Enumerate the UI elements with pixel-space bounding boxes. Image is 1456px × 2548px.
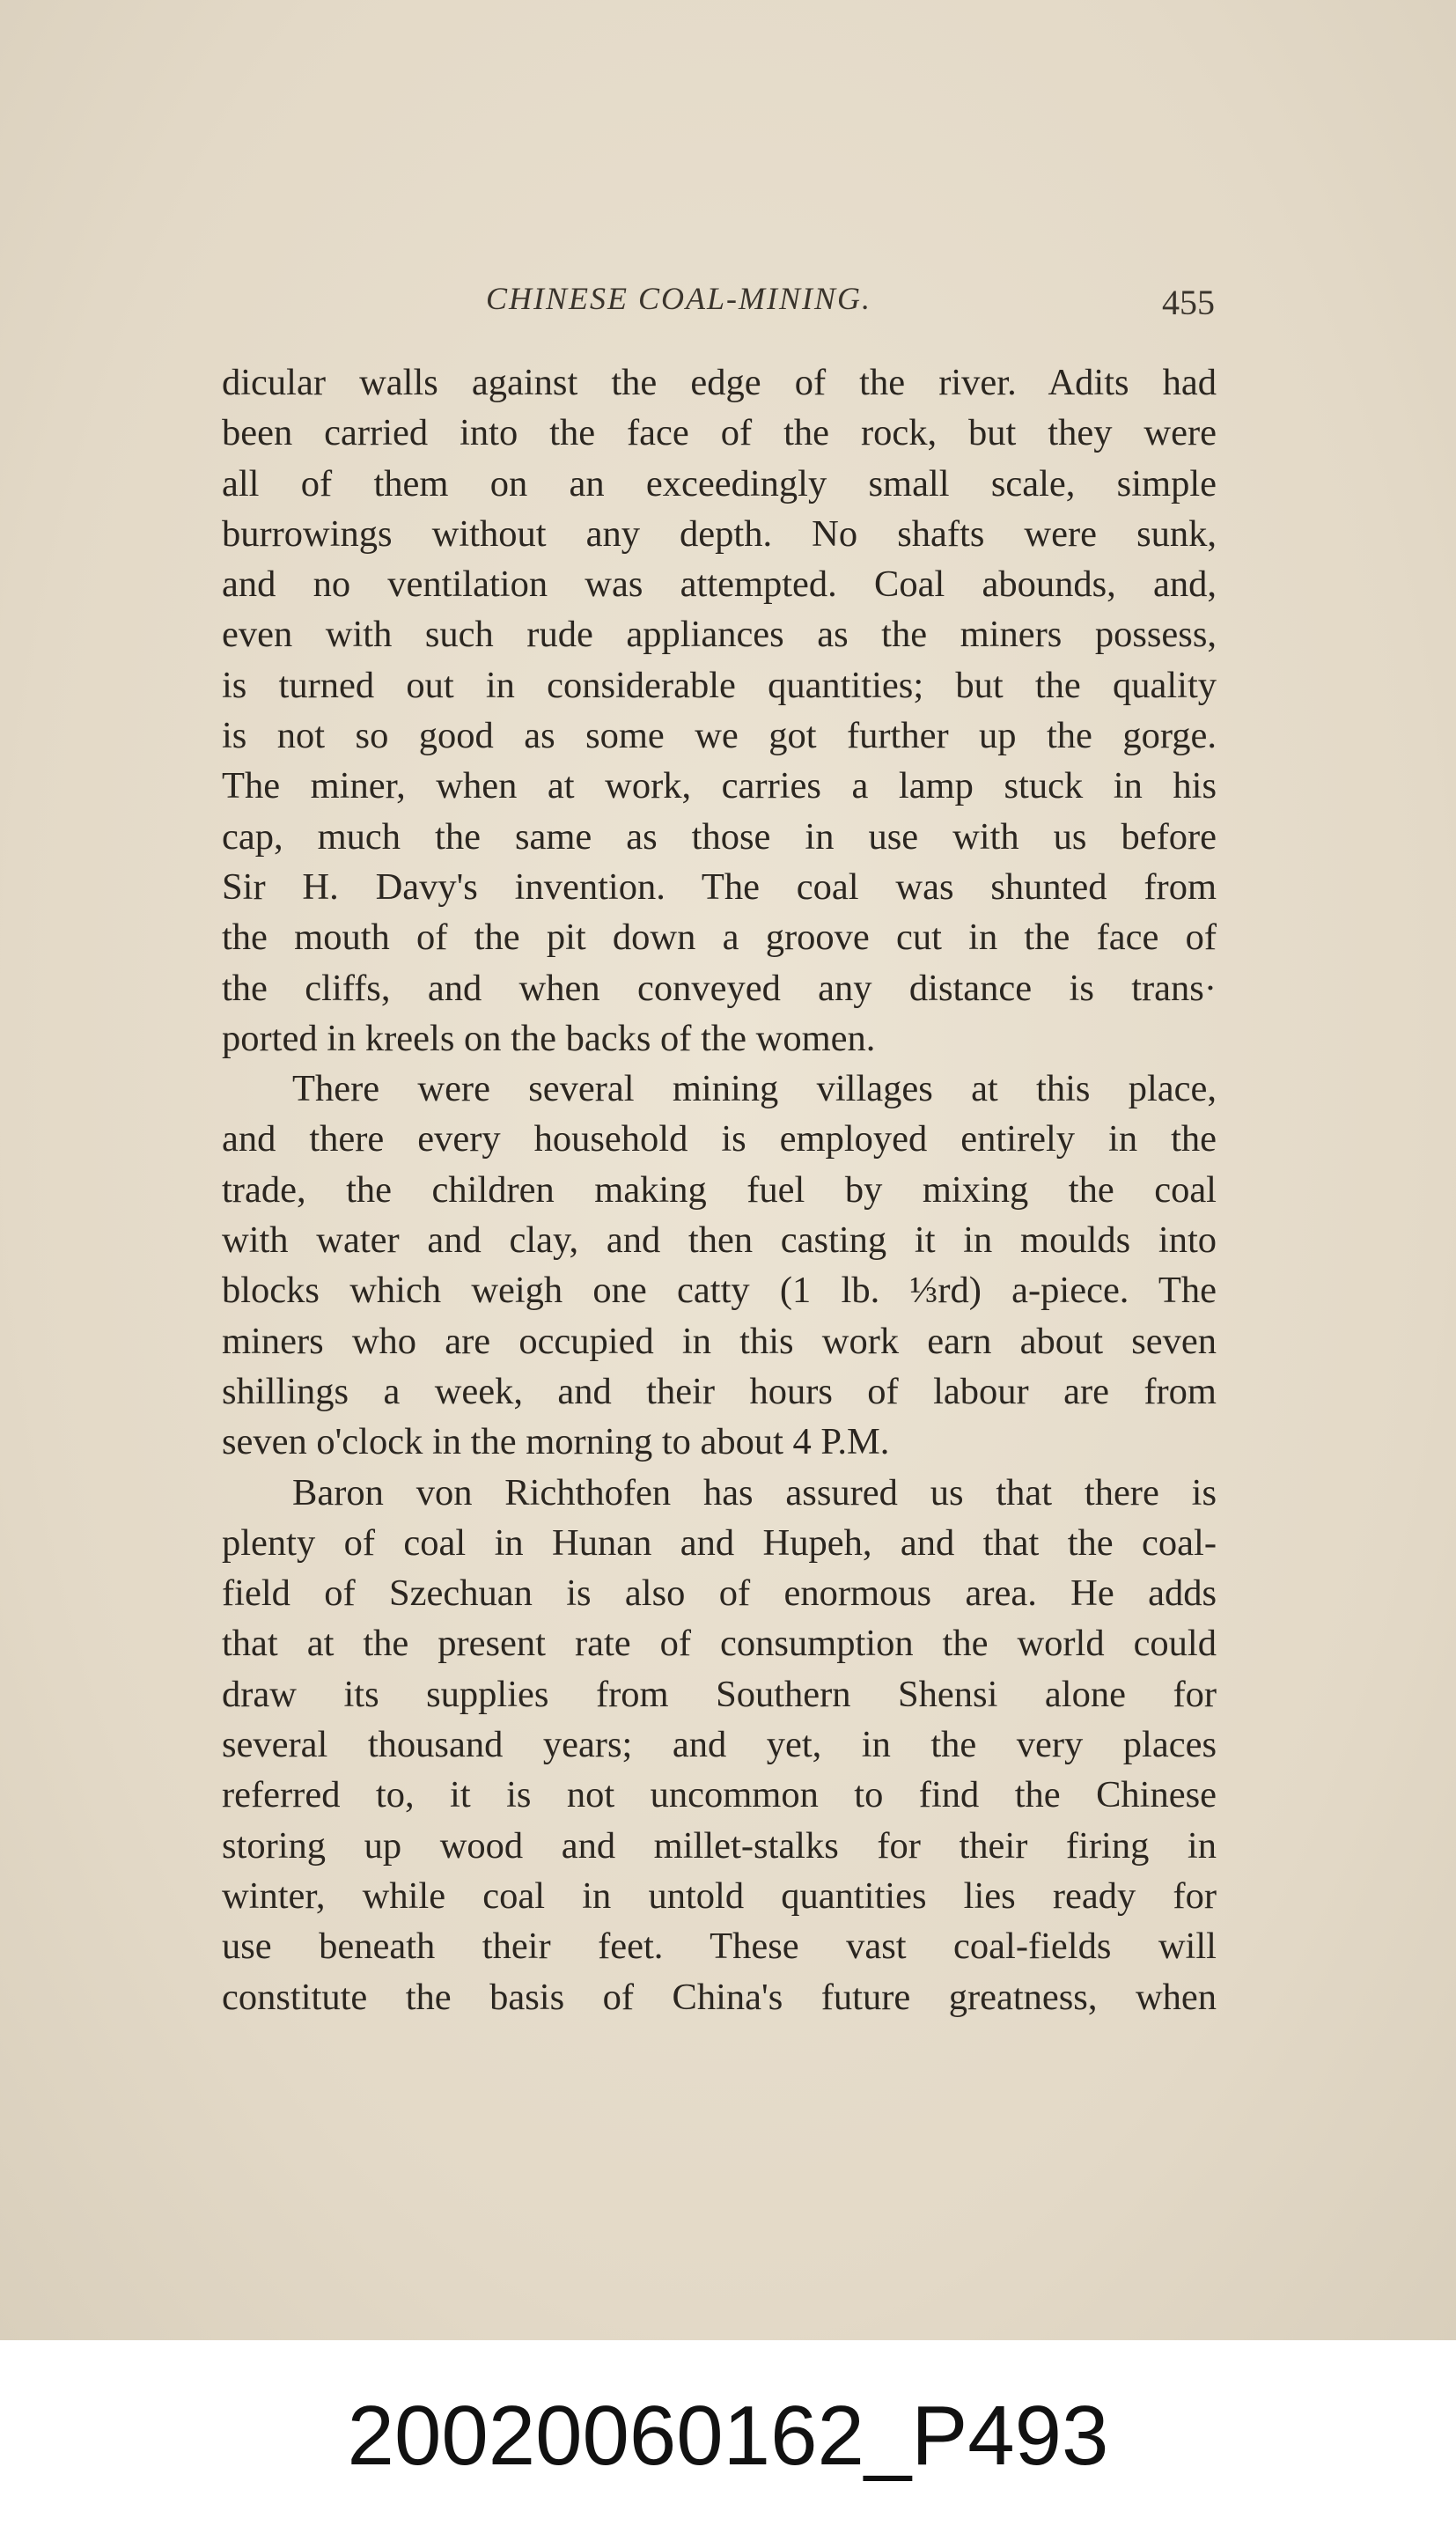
text-line: blocks which weigh one catty (1 lb. ⅓rd) a-piece. The — [222, 1270, 1217, 1312]
text-line: miners who are occupied in this work earn about seven — [222, 1320, 1217, 1362]
text-line: cap, much the same as those in use with us before — [222, 815, 1217, 858]
text-line: shillings a week, and their hours of labour are from — [222, 1370, 1217, 1412]
text-line: is turned out in considerable quantities; but the quality — [222, 664, 1217, 706]
text-line: several thousand years; and yet, in the very places — [222, 1724, 1217, 1766]
text-line: all of them on an exceedingly small scale, simple — [222, 462, 1217, 504]
text-line: even with such rude appliances as the miners possess, — [222, 614, 1217, 656]
text-line: the cliffs, and when conveyed any distance is trans· — [222, 967, 1217, 1009]
text-line: field of Szechuan is also of enormous area. He adds — [222, 1572, 1217, 1615]
text-line: storing up wood and millet-stalks for their firing in — [222, 1824, 1217, 1867]
text-line: ported in kreels on the backs of the women. — [222, 1017, 876, 1059]
image-id-label: 20020060162_P493 — [347, 2389, 1109, 2483]
text-line: Baron von Richthofen has assured us that there is — [292, 1471, 1217, 1513]
text-line: is not so good as some we got further up the gorge. — [222, 715, 1217, 757]
text-line: seven o'clock in the morning to about 4 P.M. — [222, 1421, 890, 1463]
text-line: the mouth of the pit down a groove cut in the face of — [222, 917, 1217, 959]
text-line: The miner, when at work, carries a lamp stuck in his — [222, 765, 1217, 807]
paragraph-3 — [222, 1468, 1217, 2022]
running-head — [0, 280, 1456, 333]
text-line: been carried into the face of the rock, but they were — [222, 412, 1217, 454]
text-line: winter, while coal in untold quantities lies ready for — [222, 1874, 1217, 1917]
text-line: Sir H. Davy's invention. The coal was shunted from — [222, 865, 1217, 908]
paragraph-2 — [222, 1064, 1217, 1467]
text-line: dicular walls against the edge of the river. Adits had — [222, 362, 1217, 403]
running-head-title: CHINESE COAL-MINING. — [486, 281, 871, 316]
paragraph-1 — [222, 357, 1217, 1064]
text-line: plenty of coal in Hunan and Hupeh, and that the coal- — [222, 1521, 1217, 1564]
text-line: There were several mining villages at this place, — [292, 1068, 1217, 1110]
text-line: and no ventilation was attempted. Coal abounds, and, — [222, 563, 1217, 606]
text-line: with water and clay, and then casting it in moulds into — [222, 1219, 1217, 1262]
text-line: referred to, it is not uncommon to find the Chinese — [222, 1774, 1217, 1816]
text-line: trade, the children making fuel by mixing the coal — [222, 1168, 1217, 1211]
body-text — [222, 357, 1217, 2022]
text-line: constitute the basis of China's future greatness, when — [222, 1976, 1217, 2018]
text-line: and there every household is employed entirely in the — [222, 1118, 1217, 1160]
text-line: use beneath their feet. These vast coal-fields will — [222, 1926, 1217, 1968]
text-line: burrowings without any depth. No shafts were sunk, — [222, 512, 1217, 555]
text-line: draw its supplies from Southern Shensi alone for — [222, 1673, 1217, 1715]
text-line: that at the present rate of consumption the world could — [222, 1623, 1217, 1665]
page-number: 455 — [1162, 283, 1215, 322]
